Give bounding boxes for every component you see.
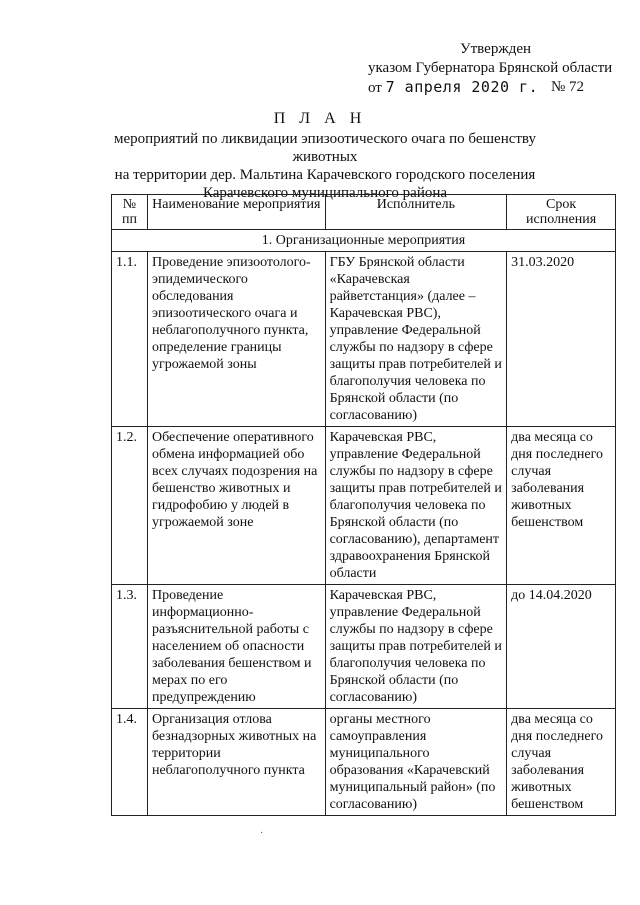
row-executor: ГБУ Брянской области «Карачевская райветстанция» (далее – Карачевская РВС), управление Федеральной службы по надзору в сфере защиты прав потребителей и благополучия человека по Брянской области (по согласованию) <box>325 252 507 427</box>
document-subtitle <box>90 130 560 202</box>
approval-date-line <box>368 78 612 98</box>
row-number: 1.2. <box>112 427 148 585</box>
row-deadline: два месяца со дня последнего случая заболевания животных бешенством <box>507 709 616 816</box>
row-name: Проведение информационно-разъяснительной работы с населением об опасности заболевания бешенством и мерах по его предупреждению <box>147 585 325 709</box>
row-deadline: до 14.04.2020 <box>507 585 616 709</box>
table-header-row <box>112 195 616 230</box>
row-executor: Карачевская РВС, управление Федеральной службы по надзору в сфере защиты прав потребителей и благополучия человека по Брянской области (по согласованию), департамент здравоохранения Брянской области <box>325 427 507 585</box>
approval-number: № 72 <box>551 79 585 95</box>
approval-title: Утвержден <box>460 41 532 57</box>
row-name: Обеспечение оперативного обмена информацией обо всех случаях подозрения на бешенство животных и гидрофобию у людей в угрожаемой зоне <box>147 427 325 585</box>
row-name: Проведение эпизоотолого-эпидемического обследования эпизоотического очага и неблагополучного пункта, определение границы угрожаемой зоны <box>147 252 325 427</box>
header-deadline: Срок исполнения <box>507 195 616 230</box>
table-row <box>112 585 616 709</box>
row-name: Организация отлова безнадзорных животных на территории неблагополучного пункта <box>147 709 325 816</box>
plan-table <box>111 194 616 816</box>
table-row <box>112 252 616 427</box>
row-executor: Карачевская РВС, управление Федеральной службы по надзору в сфере защиты прав потребителей и благополучия человека по Брянской области (по согласованию) <box>325 585 507 709</box>
section-title: 1. Организационные мероприятия <box>112 230 616 252</box>
document-title: П Л А Н <box>273 110 367 127</box>
row-number: 1.1. <box>112 252 148 427</box>
row-number: 1.4. <box>112 709 148 816</box>
section-row <box>112 230 616 252</box>
approval-date-prefix: от <box>368 80 382 96</box>
subtitle-line-3: Карачевского муниципального района <box>202 185 448 201</box>
row-deadline: два месяца со дня последнего случая заболевания животных бешенством <box>507 427 616 585</box>
header-executor: Исполнитель <box>325 195 507 230</box>
header-name: Наименование мероприятия <box>147 195 325 230</box>
row-number: 1.3. <box>112 585 148 709</box>
scan-speck: · <box>260 828 264 839</box>
table-row <box>112 427 616 585</box>
approval-date-handwritten: 7 апреля 2020 г. <box>385 78 539 96</box>
approval-decree: указом Губернатора Брянской области <box>368 60 613 76</box>
subtitle-line-1: мероприятий по ликвидации эпизоотического очага по бешенству животных <box>113 131 537 165</box>
table-row <box>112 709 616 816</box>
row-executor: органы местного самоуправления муниципального образования «Карачевский муниципальный район» (по согласованию) <box>325 709 507 816</box>
approval-stamp <box>368 40 612 98</box>
row-deadline: 31.03.2020 <box>507 252 616 427</box>
subtitle-line-2: на территории дер. Мальтина Карачевского городского поселения <box>114 167 536 183</box>
header-number: № пп <box>112 195 148 230</box>
